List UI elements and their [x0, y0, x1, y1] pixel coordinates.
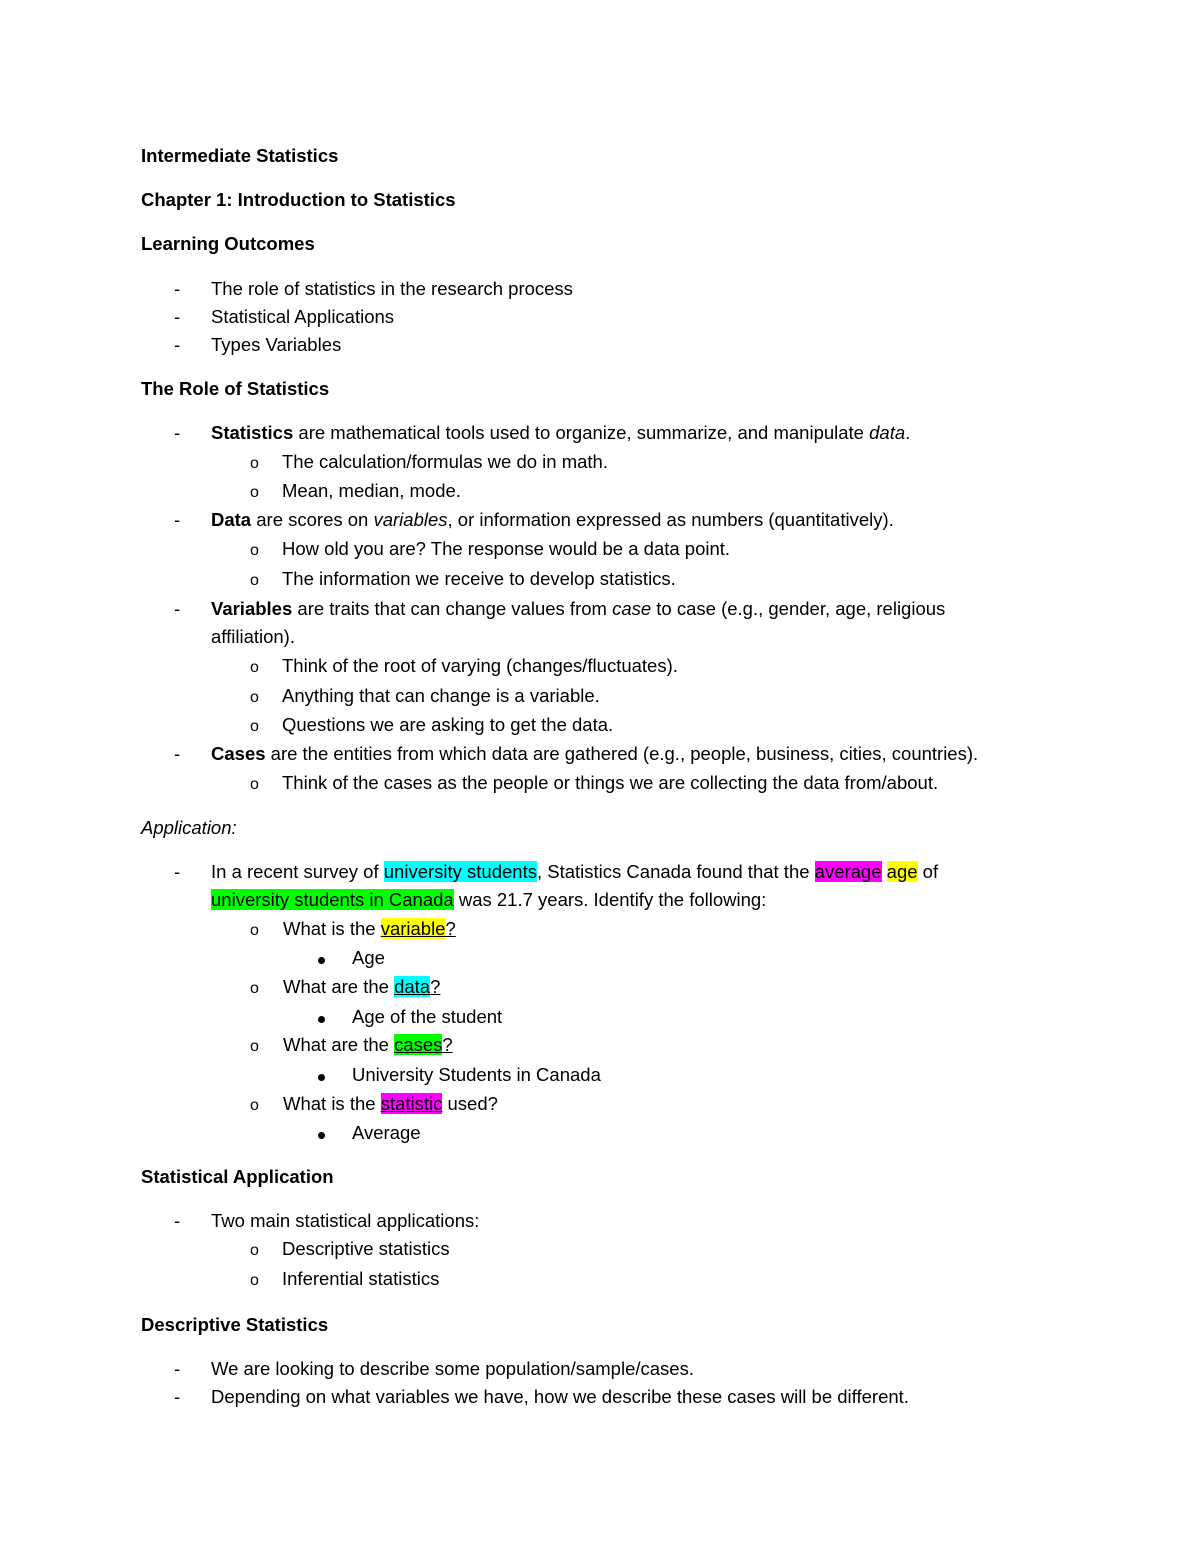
sub-item: Questions we are asking to get the data.	[282, 714, 614, 735]
sub-item: Think of the root of varying (changes/fluctuates).	[282, 655, 678, 676]
circle-marker: o	[250, 1097, 259, 1114]
outcome-text: Types Variables	[211, 334, 342, 355]
circle-marker: o	[250, 1242, 259, 1259]
circle-marker: o	[250, 455, 259, 472]
sub-item: Inferential statistics	[282, 1268, 440, 1289]
answer-cases: University Students in Canada	[352, 1064, 601, 1085]
application-heading: Application:	[141, 817, 237, 838]
dash-marker	[174, 1210, 180, 1232]
outcome-text: The role of statistics in the research process	[211, 278, 573, 299]
circle-marker: o	[250, 1038, 259, 1055]
highlight-students: university students	[383, 861, 537, 882]
role-heading: The Role of Statistics	[141, 378, 330, 399]
bullet-dot	[318, 1006, 325, 1028]
dash-marker	[174, 306, 180, 327]
circle-marker: o	[250, 980, 259, 997]
outcome-text: Statistical Applications	[211, 306, 395, 327]
chapter-heading: Chapter 1: Introduction to Statistics	[141, 189, 456, 210]
variables-definition: Variables are traits that can change values from case to case (e.g., gender, age, religious	[211, 598, 946, 619]
bullet-dot	[318, 1122, 325, 1144]
sub-item: The calculation/formulas we do in math.	[282, 451, 608, 472]
data-definition: Data are scores on variables, or information expressed as numbers (quantitatively).	[211, 509, 894, 530]
dash-marker	[174, 1358, 180, 1380]
circle-marker: o	[250, 718, 259, 735]
dash-marker	[174, 743, 180, 765]
descriptive-item: We are looking to describe some population/sample/cases.	[211, 1358, 694, 1379]
dash-marker	[174, 861, 180, 883]
dash-marker	[174, 422, 180, 444]
descriptive-item: Depending on what variables we have, how we describe these cases will be different.	[211, 1386, 909, 1407]
stat-app-item: Two main statistical applications:	[211, 1210, 480, 1231]
outcome-item	[174, 334, 180, 356]
question-cases: What are the cases?	[283, 1034, 453, 1055]
sub-item: Mean, median, mode.	[282, 480, 461, 501]
circle-marker: o	[250, 572, 259, 589]
circle-marker: o	[250, 776, 259, 793]
descriptive-heading: Descriptive Statistics	[141, 1314, 329, 1335]
highlight-age: age	[886, 861, 918, 882]
sub-item: How old you are? The response would be a data point.	[282, 538, 731, 559]
statistics-definition: Statistics are mathematical tools used to organize, summarize, and manipulate data.	[211, 422, 911, 443]
question-variable: What is the variable?	[283, 918, 456, 939]
stat-app-heading: Statistical Application	[141, 1166, 334, 1187]
doc-title: Intermediate Statistics	[141, 145, 339, 166]
cases-definition: Cases are the entities from which data are gathered (e.g., people, business, cities, countries).	[211, 743, 979, 764]
highlight-average: average	[814, 861, 882, 882]
sub-item: Descriptive statistics	[282, 1238, 450, 1259]
sub-item: Anything that can change is a variable.	[282, 685, 600, 706]
bullet-dot	[318, 947, 325, 969]
dash-marker	[174, 598, 180, 620]
circle-marker: o	[250, 484, 259, 501]
outcome-item	[174, 306, 180, 328]
dash-marker	[174, 509, 180, 531]
outcomes-heading: Learning Outcomes	[141, 233, 315, 254]
circle-marker: o	[250, 922, 259, 939]
question-statistic: What is the statistic used?	[283, 1093, 498, 1114]
outcome-item	[174, 278, 180, 300]
sub-item: Think of the cases as the people or things we are collecting the data from/about.	[282, 772, 939, 793]
question-data: What are the data?	[283, 976, 441, 997]
application-prompt: In a recent survey of university students, Statistics Canada found that the average age of	[211, 861, 939, 882]
variables-definition-cont: affiliation).	[211, 626, 295, 647]
circle-marker: o	[250, 542, 259, 559]
bullet-dot	[318, 1064, 325, 1086]
answer-data: Age of the student	[352, 1006, 503, 1027]
sub-item: The information we receive to develop statistics.	[282, 568, 676, 589]
dash-marker	[174, 334, 180, 355]
circle-marker: o	[250, 1272, 259, 1289]
dash-marker	[174, 278, 180, 299]
circle-marker: o	[250, 659, 259, 676]
answer-variable: Age	[352, 947, 385, 968]
answer-statistic: Average	[352, 1122, 421, 1143]
dash-marker	[174, 1386, 180, 1408]
highlight-canada: university students in Canada	[211, 889, 454, 910]
circle-marker: o	[250, 689, 259, 706]
application-prompt-cont: university students in Canada was 21.7 years. Identify the following:	[211, 889, 767, 910]
